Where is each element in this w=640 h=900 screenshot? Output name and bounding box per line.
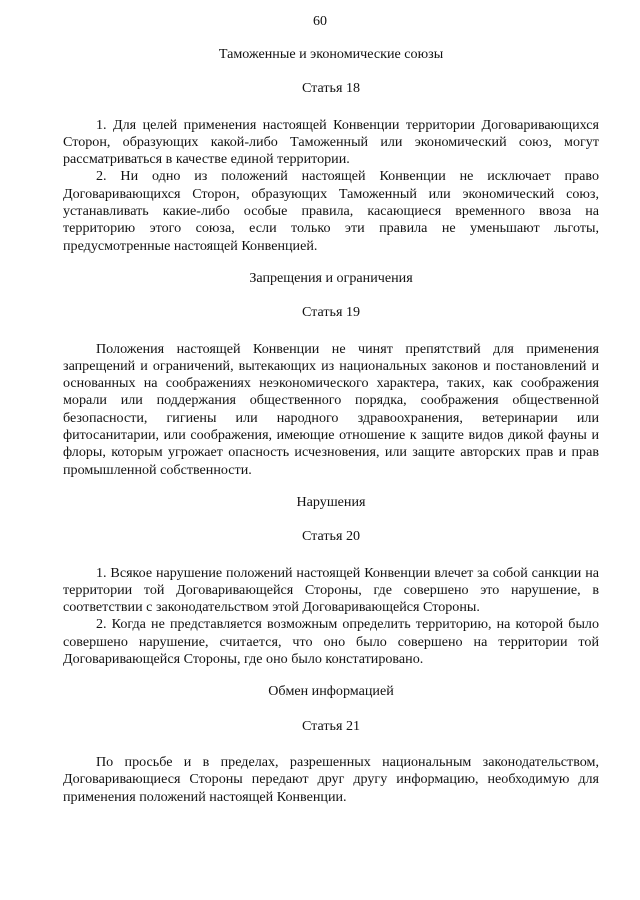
article-paragraph: 1. Для целей применения настоящей Конвенции территории Договаривающихся Сторон, образующих какой-либо Таможенный или экономический союз, могут рассматриваться в качестве единой территории.: [63, 116, 599, 168]
section-information-exchange: [63, 683, 599, 805]
article-title: Статья 20: [301, 528, 361, 545]
article-paragraph: 2. Когда не представляется возможным определить территорию, на которой было совершено нарушение, считается, что оно было совершено на территории той Договаривающейся Стороны, где оно было констатировано.: [63, 616, 599, 668]
article-paragraph: По просьбе и в пределах, разрешенных национальным законодательством, Договаривающиеся Стороны передают друг другу информацию, необходимую для применения положений настоящей Конвенции.: [63, 753, 599, 805]
section-prohibitions: [63, 270, 599, 479]
article-title: Статья 19: [301, 304, 361, 321]
section-violations: [63, 494, 599, 668]
section-customs-unions: [63, 46, 599, 255]
article-title: Статья 18: [301, 80, 361, 97]
article-paragraph: Положения настоящей Конвенции не чинят препятствий для применения запрещений и ограничений, вытекающих из национальных законов и постановлений и основанных на соображениях неэкономического характера, таких, как соображения морали или поддержания общественного порядка, соображения общественной безопасности, гигиены или народного здравоохранения, ветеринарии или фитосанитарии, или соображения, имеющие отношение к защите видов дикой фауны и флоры, которым угрожает опасность исчезновения, или защите авторских прав и прав промышленной собственности.: [63, 340, 599, 478]
section-heading: Запрещения и ограничения: [249, 269, 413, 286]
page-number: 60: [313, 14, 327, 29]
section-heading: Нарушения: [296, 493, 366, 510]
section-heading: Обмен информацией: [268, 683, 394, 700]
section-heading: Таможенные и экономические союзы: [218, 46, 444, 62]
article-title: Статья 21: [301, 717, 361, 734]
document-body: [63, 46, 599, 806]
article-paragraph: 1. Всякое нарушение положений настоящей Конвенции влечет за собой санкции на территории той Договаривающейся Стороны, где совершено это нарушение, в соответствии с законодательством этой Договаривающейся Стороны.: [63, 564, 599, 616]
article-paragraph: 2. Ни одно из положений настоящей Конвенции не исключает право Договаривающихся Сторон, образующих Таможенный или экономический союз, устанавливать какие-либо особые правила, касающиеся временного ввоза на территорию этого союза, если только эти правила не уменьшают льготы, предусмотренные настоящей Конвенцией.: [63, 168, 599, 254]
